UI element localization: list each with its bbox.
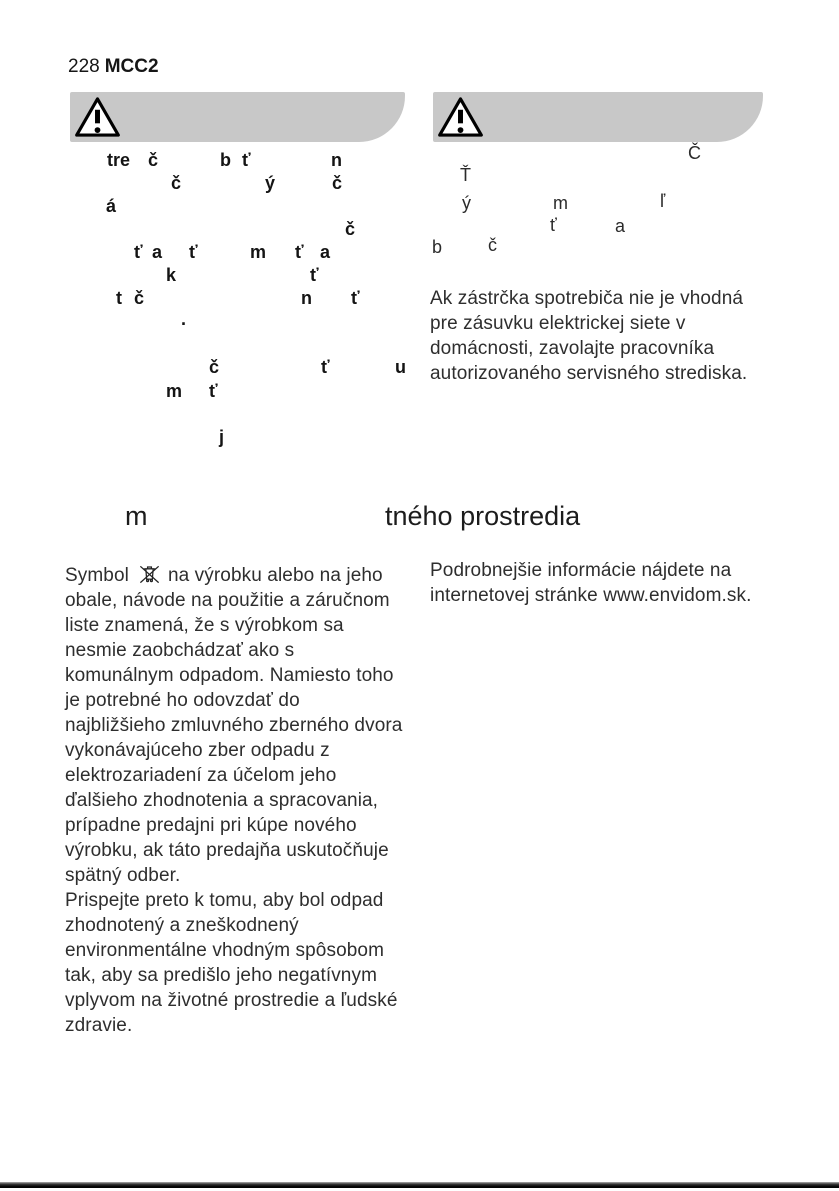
stray-glyph: č [345,219,356,239]
stray-glyph: m [250,242,267,262]
stray-glyph: ľ [660,191,666,211]
stray-glyph: ý [462,193,471,213]
scan-artifact-line [0,1182,839,1188]
stray-glyph: č [209,357,220,377]
stray-glyph: u [395,357,406,377]
plug-warning-paragraph [430,286,747,386]
stray-glyph: a [320,242,331,262]
text-line: zhodnotený a zneškodnený [65,915,299,936]
stray-glyph: n [331,150,342,170]
stray-glyph: č [134,288,145,308]
stray-glyph: Č [688,143,701,163]
crossed-out-wheeled-bin-icon [137,561,162,586]
stray-glyph: ť [310,265,319,285]
text-line: je potrebné ho odovzdať do [65,690,300,711]
warning-banner-left [70,92,405,142]
heading-fragment-left: m [125,501,148,531]
text-line: tak, aby sa predišlo jeho negatívnym [65,965,377,986]
text-line: najbližšieho zmluvného zberného dvora [65,715,403,736]
stray-glyph: a [615,216,626,236]
symbol-label: Symbol [65,565,129,586]
environment-paragraph-lines [65,588,402,1038]
stray-glyph: ť [351,288,360,308]
stray-glyph: n [301,288,312,308]
stray-glyph: ť [295,242,304,262]
text-line: Ak zástrčka spotrebiča nie je vhodná [430,288,744,309]
text-line: obale, návode na použitie a záručnom [65,590,390,611]
warning-banner-right [433,92,763,142]
text-line: ďalšieho zhodnotenia a spracovania, [65,790,379,811]
text-line: Prispejte preto k tomu, aby bol odpad [65,890,384,911]
warning-triangle-icon [74,95,121,139]
model-code: MCC2 [104,56,159,77]
text-line: nesmie zaobchádzať ako s [65,640,295,661]
page-header [68,57,159,95]
environment-paragraph [65,561,402,1038]
stray-glyph: á [106,196,117,216]
text-line: výrobku, ak táto predajňa uskutočňuje [65,840,389,861]
page-number: 228 [68,56,100,77]
text-line: spätný odber. [65,865,181,886]
stray-glyph: č [148,150,159,170]
info-paragraph [430,558,751,608]
stray-glyph: tre [107,150,131,170]
stray-glyph: ť [189,242,198,262]
text-line: komunálnym odpadom. Namiesto toho [65,665,394,686]
text-line: prípadne predajni pri kúpe nového [65,815,357,836]
text-line: zdravie. [65,1015,133,1036]
stray-glyph: ť [134,242,143,262]
stray-glyph: m [553,193,568,213]
text-line: autorizovaného servisného strediska. [430,363,748,384]
stray-glyph: . [181,309,187,329]
text-line: environmentálne vhodným spôsobom [65,940,384,961]
text-line: domácnosti, zavolajte pracovníka [430,338,715,359]
stray-glyph: m [166,381,183,401]
text-line: elektrozariadení za účelom jeho [65,765,337,786]
text-line [65,561,402,588]
section-heading [0,503,839,535]
warning-triangle-icon [437,95,484,139]
text-line: vplyvom na životné prostredie a ľudské [65,990,398,1011]
heading-fragment-right: tného prostredia [385,501,581,531]
stray-glyph: č [488,235,497,255]
line1-suffix: na výrobku alebo na jeho [167,565,383,586]
stray-glyph: b [432,237,443,257]
stray-glyph: ť [209,381,218,401]
stray-glyph: ť [242,150,251,170]
stray-glyph: t [116,288,122,308]
text-line: Podrobnejšie informácie nájdete na [430,560,732,581]
stray-glyph: a [152,242,163,262]
text-line: internetovej stránke www.envidom.sk. [430,585,752,606]
stray-glyph: b [220,150,231,170]
stray-glyph: ť [550,215,557,235]
stray-glyph: k [166,265,177,285]
text-line: liste znamená, že s výrobkom sa [65,615,344,636]
stray-glyph: č [171,173,182,193]
stray-glyph: ý [265,173,276,193]
stray-glyph: ť [321,357,330,377]
text-line: vykonávajúceho zber odpadu z [65,740,330,761]
stray-glyph: č [332,173,343,193]
text-line: pre zásuvku elektrickej siete v [430,313,686,334]
stray-glyph: Ť [460,165,471,185]
stray-glyph: j [219,427,225,447]
